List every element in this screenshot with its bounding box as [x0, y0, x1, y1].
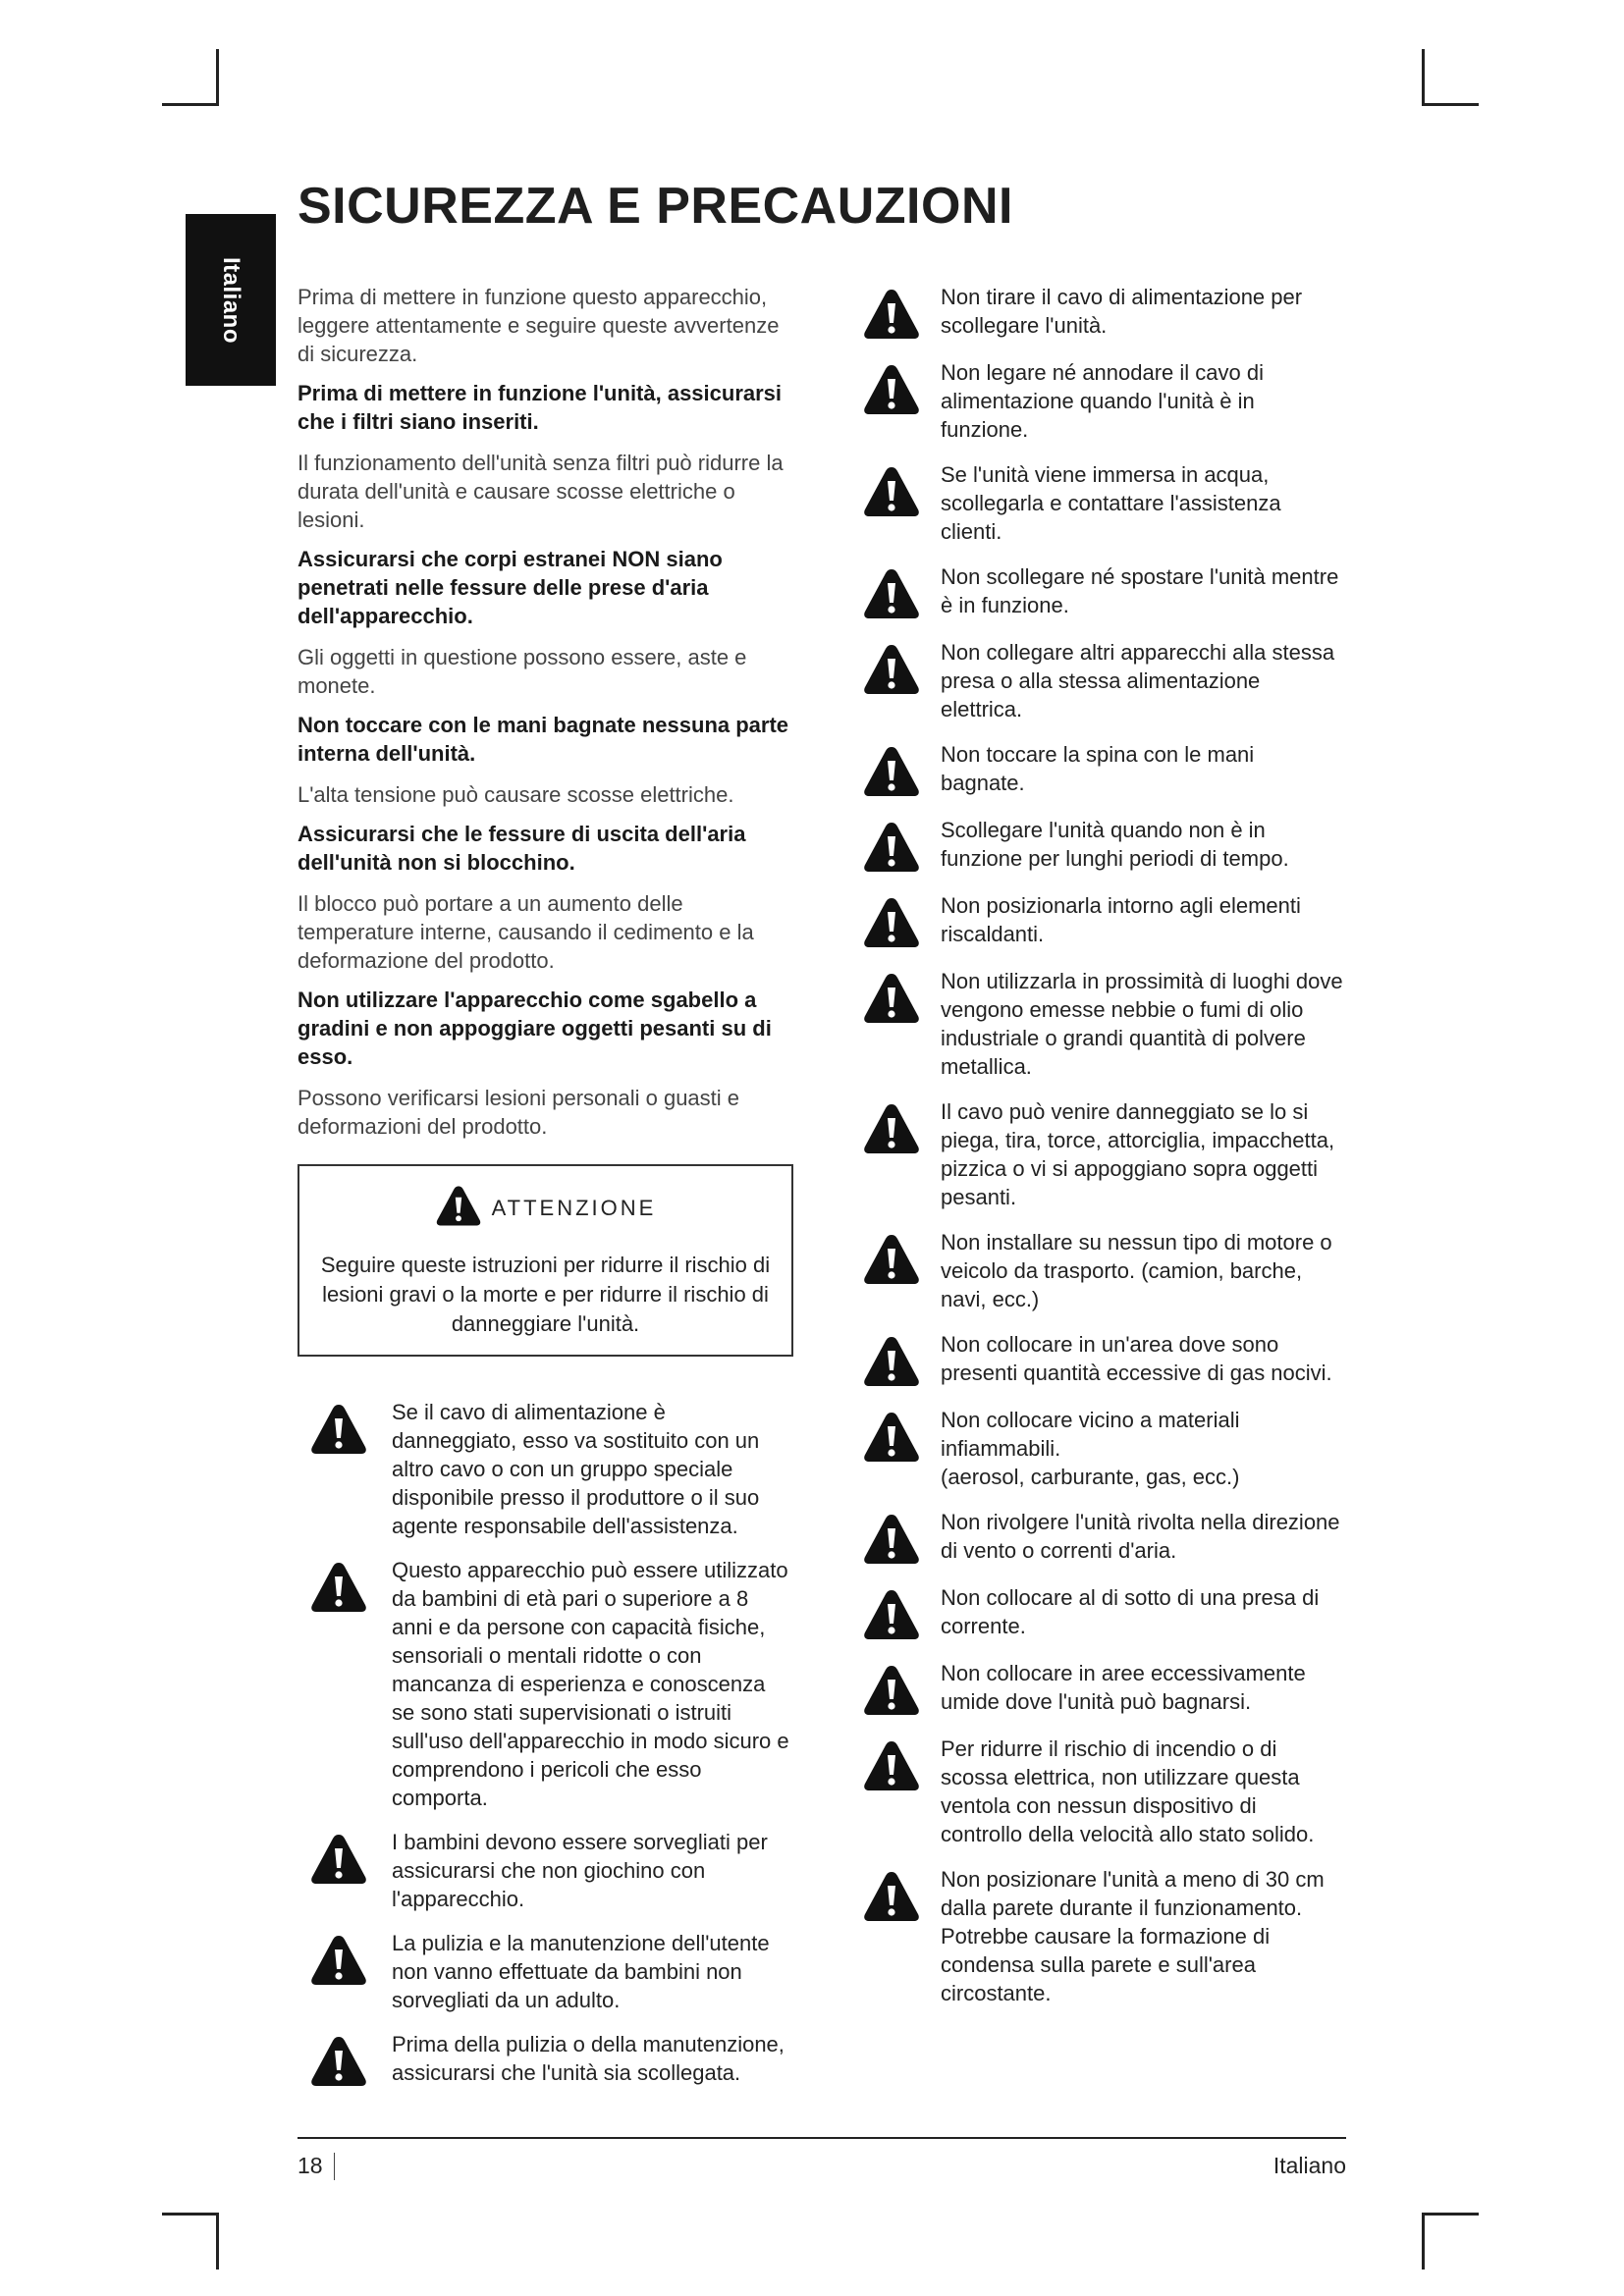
warning-item	[862, 1406, 1343, 1491]
warning-item-text: Per ridurre il rischio di incendio o di scossa elettrica, non utilizzare questa ventola con nessun dispositivo di controllo della velocità allo stato solido.	[941, 1736, 1315, 1846]
crop-mark	[162, 2213, 219, 2216]
warning-item-text: Se l'unità viene immersa in acqua, scollegarla e contattare l'assistenza clienti.	[941, 462, 1281, 544]
right-warning-list	[862, 283, 1343, 2007]
warning-item	[298, 1929, 793, 2014]
instruction-paragraph: L'alta tensione può causare scosse elettriche.	[298, 782, 734, 807]
warning-item	[862, 740, 1343, 799]
footer-language: Italiano	[1272, 2153, 1346, 2178]
warning-item	[862, 816, 1343, 875]
warning-triangle-icon	[862, 1738, 921, 1793]
crop-mark	[1422, 49, 1425, 106]
warning-triangle-icon	[862, 971, 921, 1026]
warning-item-text: Non collocare vicino a materiali infiammabili. (aerosol, carburante, gas, ecc.)	[941, 1408, 1240, 1489]
warning-triangle-icon	[862, 1587, 921, 1642]
warning-box-text: Seguire queste istruzioni per ridurre il rischio di lesioni gravi o la morte e per ridurre il rischio di danneggiare l'unità.	[320, 1253, 771, 1336]
warning-item	[862, 1508, 1343, 1567]
warning-item	[862, 1659, 1343, 1718]
page-number-separator	[334, 2153, 335, 2180]
warning-item	[862, 891, 1343, 950]
warning-item	[862, 1735, 1343, 1848]
instruction-heading: Assicurarsi che corpi estranei NON siano penetrati nelle fessure delle prese d'aria dell'apparecchio.	[298, 547, 723, 628]
instruction-paragraph: Il blocco può portare a un aumento delle temperature interne, causando il cedimento e la deformazione del prodotto.	[298, 891, 754, 973]
warning-triangle-icon	[862, 287, 921, 342]
warning-triangle-icon	[862, 362, 921, 417]
warning-triangle-icon	[862, 642, 921, 697]
warning-box-label: ATTENZIONE	[491, 1196, 657, 1220]
right-column	[862, 283, 1343, 2024]
warning-item	[298, 2030, 793, 2089]
warning-triangle-icon	[309, 2034, 368, 2089]
instruction-heading: Prima di mettere in funzione l'unità, assicurarsi che i filtri siano inseriti.	[298, 381, 783, 434]
warning-item-text: Non collegare altri apparecchi alla stessa presa o alla stessa alimentazione elettrica.	[941, 640, 1335, 721]
language-side-tab-label: Italiano	[217, 256, 244, 344]
warning-triangle-icon	[862, 464, 921, 519]
warning-item	[298, 1398, 793, 1540]
warning-item-text: Non utilizzarla in prossimità di luoghi dove vengono emesse nebbie o fumi di olio industriale o grandi quantità di polvere metallica.	[941, 969, 1343, 1079]
warning-item	[862, 1330, 1343, 1389]
warning-item-text: Prima della pulizia o della manutenzione, assicurarsi che l'unità sia scollegata.	[392, 2032, 785, 2085]
warning-triangle-icon	[862, 1232, 921, 1287]
warning-item	[298, 1828, 793, 1913]
instruction-paragraph: Il funzionamento dell'unità senza filtri può ridurre la durata dell'unità e causare scosse elettriche o lesioni.	[298, 451, 784, 532]
warning-item	[862, 562, 1343, 621]
page-number: 18	[298, 2153, 323, 2178]
warning-item-text: Non collocare in aree eccessivamente umide dove l'unità può bagnarsi.	[941, 1661, 1306, 1714]
warning-triangle-icon	[309, 1560, 368, 1615]
warning-item	[298, 1556, 793, 1812]
crop-mark	[216, 49, 219, 106]
warning-triangle-icon	[862, 1663, 921, 1718]
instruction-paragraph: Gli oggetti in questione possono essere, aste e monete.	[298, 645, 747, 698]
instruction-heading: Assicurarsi che le fessure di uscita dell'aria dell'unità non si blocchino.	[298, 822, 746, 875]
warning-item-text: Se il cavo di alimentazione è danneggiato, esso va sostituito con un altro cavo o con un gruppo speciale disponibile presso il produttore o il suo agente responsabile dell'assistenza.	[392, 1400, 760, 1538]
warning-triangle-icon	[309, 1832, 368, 1887]
warning-item-text: Non rivolgere l'unità rivolta nella direzione di vento o correnti d'aria.	[941, 1510, 1340, 1563]
crop-mark	[1422, 103, 1479, 106]
warning-item-text: Non legare né annodare il cavo di alimentazione quando l'unità è in funzione.	[941, 360, 1265, 442]
language-side-tab	[186, 214, 276, 386]
warning-item	[862, 638, 1343, 723]
warning-item-text: Non collocare al di sotto di una presa di corrente.	[941, 1585, 1320, 1638]
warning-item-text: La pulizia e la manutenzione dell'utente non vanno effettuate da bambini non sorvegliati da un adulto.	[392, 1931, 770, 2012]
warning-item-text: Non collocare in un'area dove sono presenti quantità eccessive di gas nocivi.	[941, 1332, 1332, 1385]
warning-box-header	[319, 1184, 772, 1233]
crop-mark	[1422, 2213, 1479, 2216]
page-title: SICUREZZA E PRECAUZIONI	[298, 178, 1013, 235]
warning-item-text: Il cavo può venire danneggiato se lo si piega, tira, torce, attorciglia, impacchetta, pizzica o vi si appoggiano sopra oggetti pesanti.	[941, 1099, 1335, 1209]
warning-triangle-icon	[862, 1512, 921, 1567]
warning-triangle-icon	[435, 1184, 482, 1233]
warning-item	[862, 460, 1343, 546]
instruction-paragraph: Possono verificarsi lesioni personali o guasti e deformazioni del prodotto.	[298, 1086, 740, 1139]
warning-item	[862, 358, 1343, 444]
instruction-heading: Non toccare con le mani bagnate nessuna parte interna dell'unità.	[298, 713, 789, 766]
warning-triangle-icon	[862, 1334, 921, 1389]
warning-triangle-icon	[862, 1101, 921, 1156]
warning-item	[862, 283, 1343, 342]
footer-divider	[298, 2137, 1346, 2139]
intro-paragraphs	[298, 283, 793, 1141]
warning-triangle-icon	[309, 1933, 368, 1988]
warning-triangle-icon	[309, 1402, 368, 1457]
warning-item	[862, 1097, 1343, 1211]
warning-triangle-icon	[862, 895, 921, 950]
warning-triangle-icon	[862, 820, 921, 875]
warning-triangle-icon	[862, 566, 921, 621]
left-column	[298, 283, 793, 2105]
warning-triangle-icon	[862, 744, 921, 799]
warning-triangle-icon	[862, 1869, 921, 1924]
warning-item-text: Questo apparecchio può essere utilizzato da bambini di età pari o superiore a 8 anni e da persone con capacità fisiche, sensoriali o mentali ridotte o con mancanza di esperienza e conoscenza se sono stati supervisionati o istruiti sull'uso dell'apparecchio in modo sicuro e comprendono i pericoli che esso comporta.	[392, 1558, 789, 1810]
warning-item-text: Non toccare la spina con le mani bagnate.	[941, 742, 1255, 795]
warning-item	[862, 1583, 1343, 1642]
crop-mark	[216, 2213, 219, 2269]
crop-mark	[1422, 2213, 1425, 2269]
warning-item	[862, 967, 1343, 1081]
warning-item-text: I bambini devono essere sorvegliati per assicurarsi che non giochino con l'apparecchio.	[392, 1830, 768, 1911]
warning-item-text: Non installare su nessun tipo di motore o veicolo da trasporto. (camion, barche, navi, ecc.)	[941, 1230, 1332, 1311]
warning-item	[862, 1865, 1343, 2007]
warning-item-text: Non scollegare né spostare l'unità mentre è in funzione.	[941, 564, 1339, 617]
instruction-heading: Non utilizzare l'apparecchio come sgabello a gradini e non appoggiare oggetti pesanti su di esso.	[298, 988, 772, 1069]
warning-item-text: Non posizionarla intorno agli elementi riscaldanti.	[941, 893, 1301, 946]
left-warning-list	[298, 1398, 793, 2089]
warning-triangle-icon	[862, 1410, 921, 1465]
crop-mark	[162, 103, 219, 106]
warning-item-text: Non tirare il cavo di alimentazione per scollegare l'unità.	[941, 285, 1303, 338]
instruction-paragraph: Prima di mettere in funzione questo apparecchio, leggere attentamente e seguire queste avvertenze di sicurezza.	[298, 285, 780, 366]
warning-item-text: Non posizionare l'unità a meno di 30 cm dalla parete durante il funzionamento. Potrebbe causare la formazione di condensa sulla parete e sull'area circostante.	[941, 1867, 1325, 2005]
warning-item	[862, 1228, 1343, 1313]
warning-box	[298, 1164, 793, 1357]
warning-item-text: Scollegare l'unità quando non è in funzione per lunghi periodi di tempo.	[941, 818, 1289, 871]
